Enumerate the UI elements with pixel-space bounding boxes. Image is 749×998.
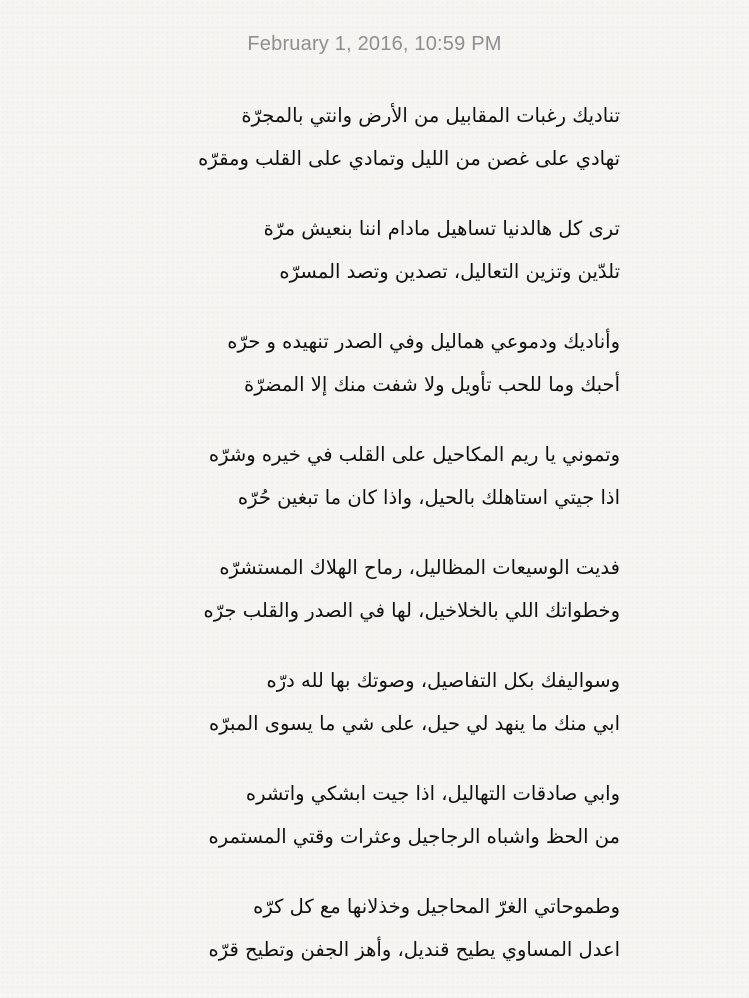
poem-line: وأناديك ودموعي هماليل وفي الصدر تنهيده و حرّه (227, 330, 620, 353)
poem-line: أحبك وما للحب تأويل ولا شفت منك إلا المضرّة (243, 373, 620, 396)
poem-body[interactable] (60, 94, 620, 998)
stanza-5 (60, 546, 620, 659)
poem-line: ترى كل هالدنيا تساهيل مادام اننا بنعيش مرّة (263, 217, 620, 240)
poem-line: اعدل المساوي يطيح قنديل، وأهز الجفن وتطيح قرّه (208, 938, 620, 961)
poem-line: اذا جيتي استاهلك بالحيل، واذا كان ما تبغين حُرّه (237, 486, 620, 509)
stanza-1 (60, 94, 620, 207)
poem-line: وابي صادقات التهاليل، اذا جيت ابشكي واتشره (245, 782, 620, 805)
poem-line: وخطواتك اللي بالخلاخيل، لها في الصدر والقلب جرّه (203, 599, 620, 622)
poem-line: وطموحاتي الغرّ المحاجيل وخذلانها مع كل كرّه (253, 895, 620, 918)
stanza-6 (60, 659, 620, 772)
poem-line: فديت الوسيعات المظاليل، رماح الهلاك المستشرّه (219, 556, 620, 579)
poem-line: وسواليفك بكل التفاصيل، وصوتك بها لله درّه (266, 669, 620, 692)
poem-line: وتموني يا ريم المكاحيل على القلب في خيره وشرّه (208, 443, 620, 466)
stanza-4 (60, 433, 620, 546)
poem-line: تناديك رغبات المقابيل من الأرض وانتي بالمجرّة (241, 104, 620, 127)
poem-line: تهادي على غصن من الليل وتمادي على القلب ومقرّه (198, 147, 620, 170)
poem-line: ابي منك ما ينهد لي حيل، على شي ما يسوى المبرّه (209, 712, 620, 735)
stanza-2 (60, 207, 620, 320)
poem-line: تلدّين وتزين التعاليل، تصدين وتصد المسرّه (279, 260, 620, 283)
stanza-8 (60, 885, 620, 998)
stanza-3 (60, 320, 620, 433)
note-timestamp: February 1, 2016, 10:59 PM (247, 33, 502, 55)
stanza-7 (60, 772, 620, 885)
poem-line: من الحظ واشباه الرجاجيل وعثرات وقتي المستمره (208, 825, 620, 848)
